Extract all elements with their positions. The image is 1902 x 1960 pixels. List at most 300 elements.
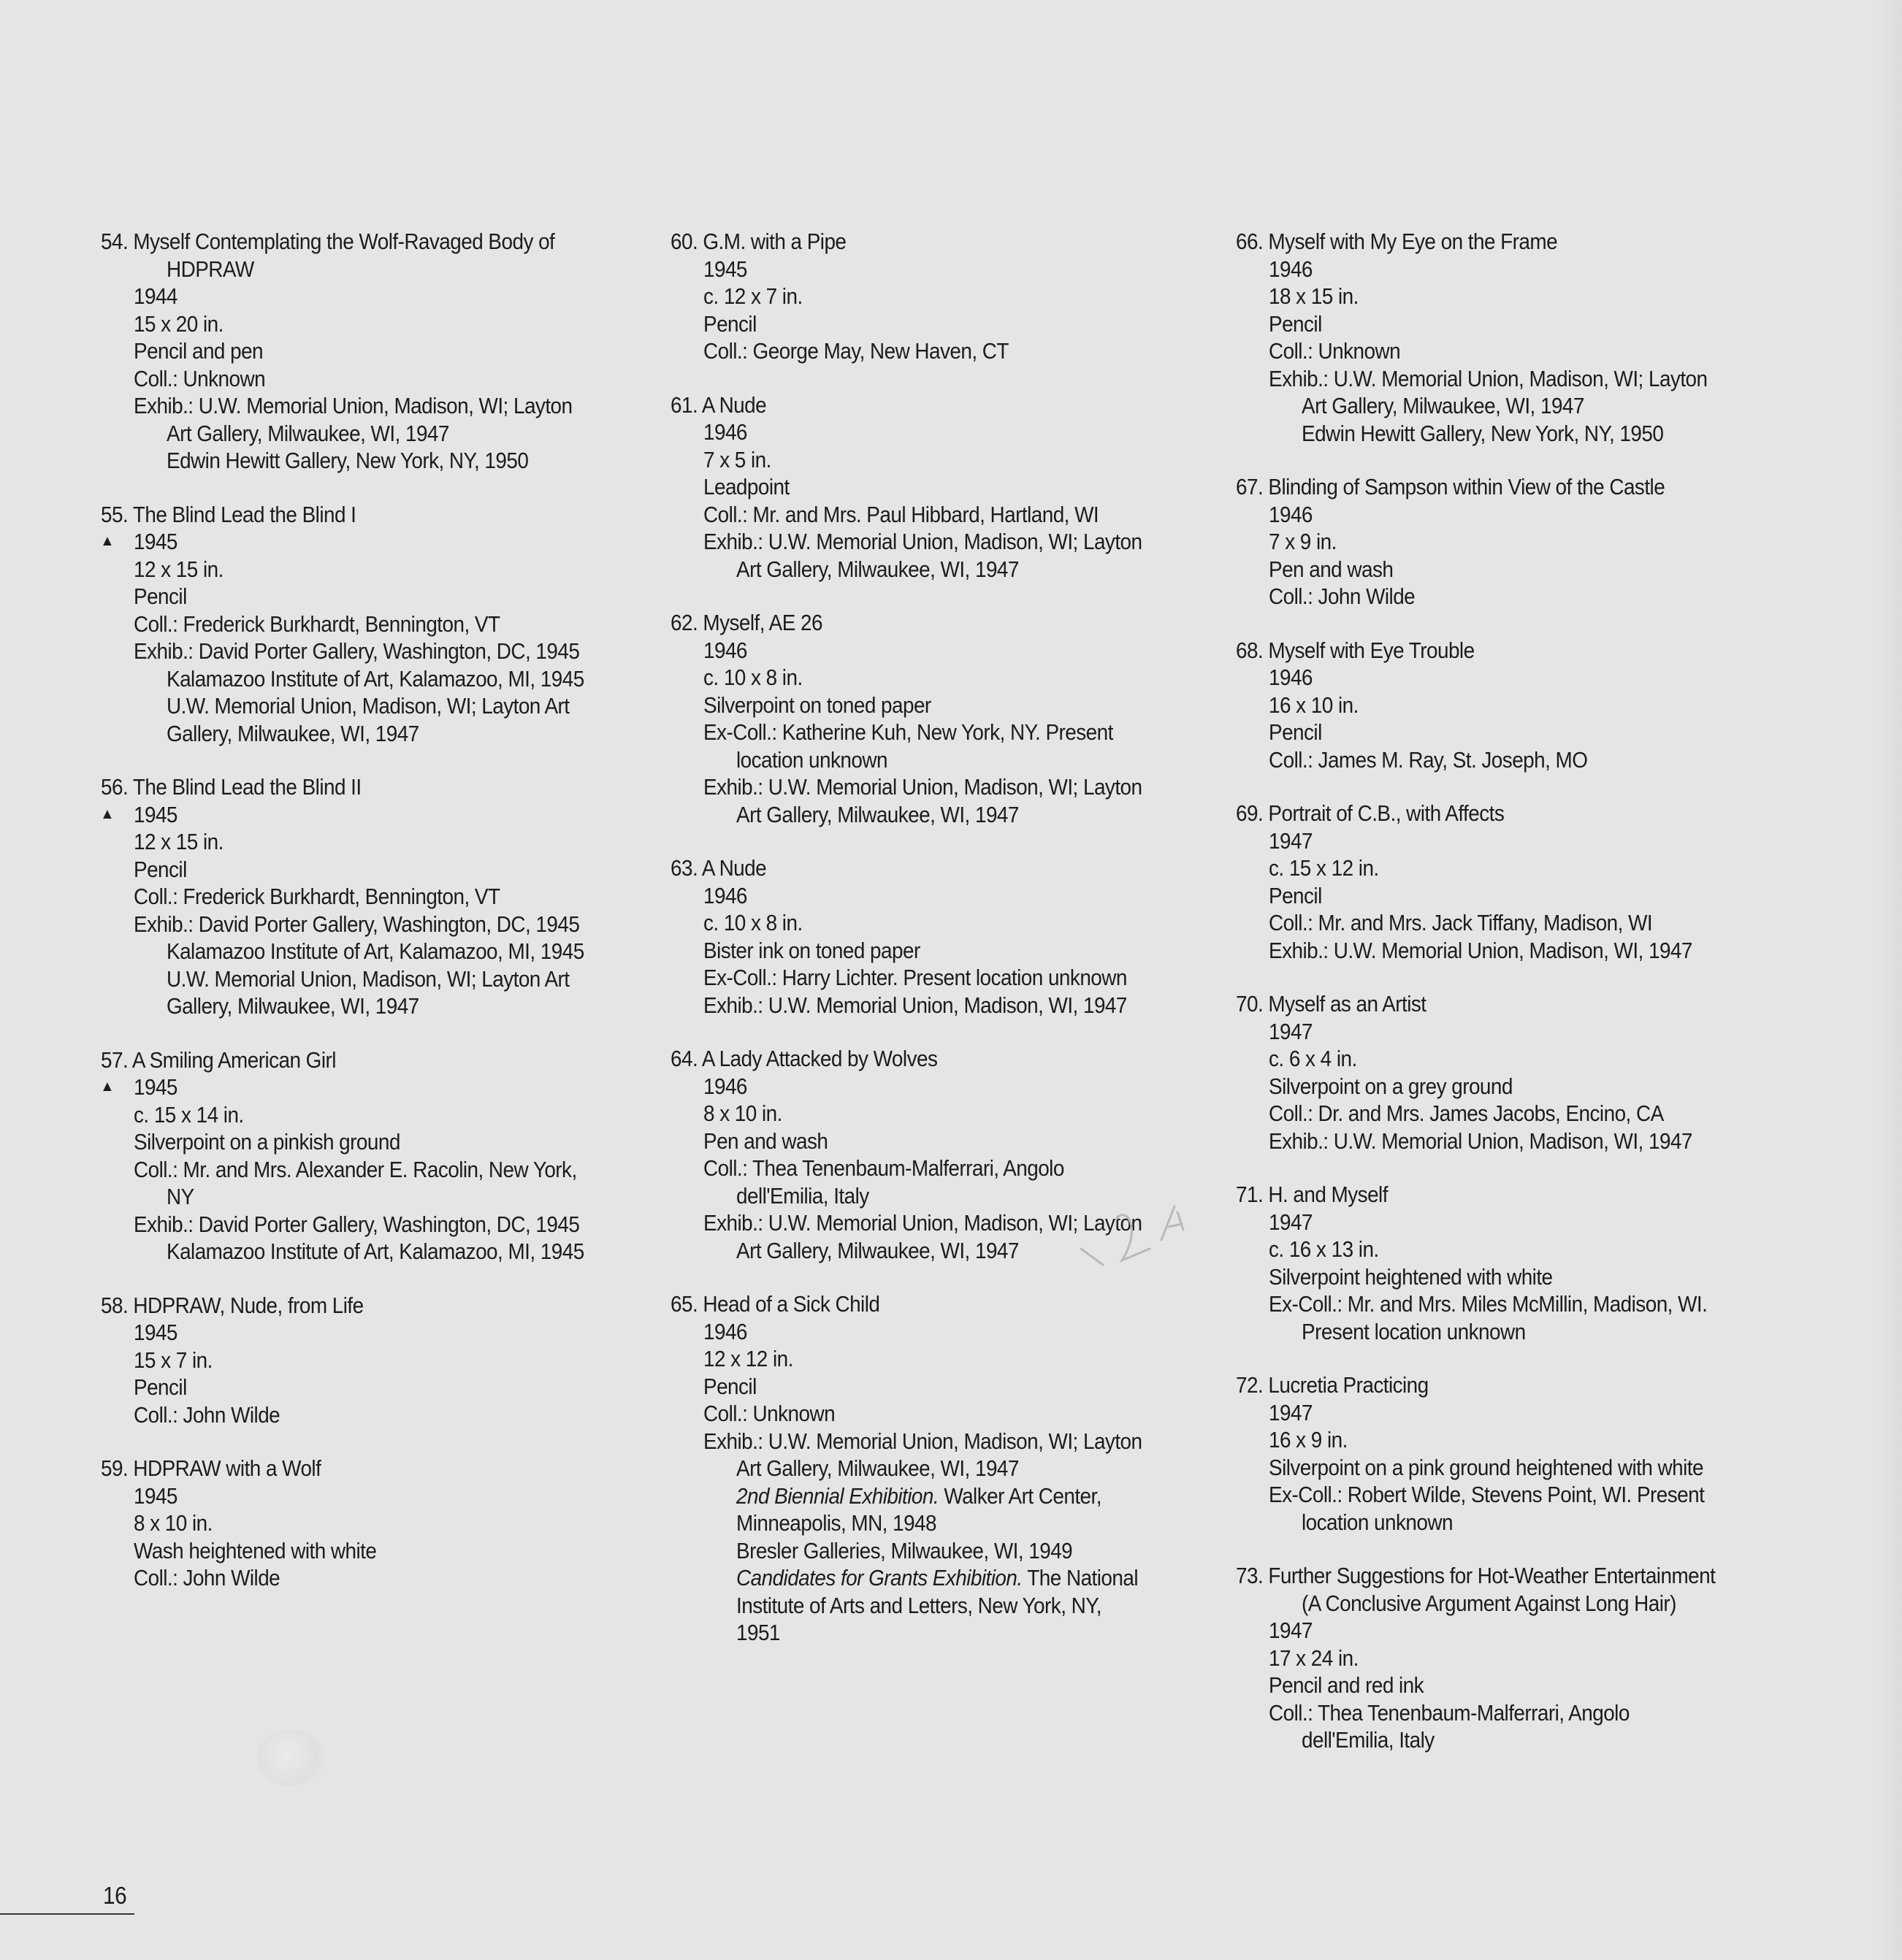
entry-detail-line bbox=[1236, 1590, 1749, 1618]
entry-text: Wash heightened with white bbox=[134, 1537, 377, 1563]
entry-text: Coll.: Thea Tenenbaum-Malferrari, Angolo bbox=[1269, 1699, 1630, 1726]
entry-detail-line bbox=[671, 1345, 1170, 1373]
entry-detail-line bbox=[101, 1238, 600, 1266]
entry-detail-line bbox=[1236, 1073, 1749, 1100]
entry-text: Exhib.: U.W. Memorial Union, Madison, WI; Layton bbox=[703, 529, 1142, 554]
entry-text: Exhib.: U.W. Memorial Union, Madison, WI, 1947 bbox=[1269, 1128, 1692, 1154]
entry-text: 69. Portrait of C.B., with Affects bbox=[1236, 800, 1505, 826]
entry-text: 71. H. and Myself bbox=[1236, 1182, 1388, 1207]
entry-detail-line bbox=[1236, 1645, 1749, 1672]
entry-detail-line bbox=[671, 664, 1170, 692]
entry-detail-line bbox=[1236, 854, 1749, 882]
entry-detail-line bbox=[1236, 827, 1749, 855]
entry-detail-line bbox=[101, 583, 600, 610]
entry-detail-line bbox=[101, 447, 600, 475]
entry-title bbox=[671, 391, 1170, 419]
entry-detail-line bbox=[1236, 337, 1749, 365]
entry-text: Coll.: Thea Tenenbaum-Malferrari, Angolo bbox=[703, 1155, 1064, 1181]
entry-text: Walker Art Center, bbox=[939, 1482, 1101, 1509]
entry-detail-line bbox=[671, 473, 1170, 501]
entry-text: 2nd Biennial Exhibition. bbox=[736, 1482, 939, 1509]
entry-text: Coll.: Unknown bbox=[1269, 338, 1401, 364]
entry-text: 1947 bbox=[1269, 1209, 1313, 1235]
entry-text: Ex-Coll.: Katherine Kuh, New York, NY. Present bbox=[703, 719, 1113, 745]
entry-text: U.W. Memorial Union, Madison, WI; Layton Art bbox=[167, 693, 570, 719]
page-edge bbox=[1877, 0, 1902, 1960]
catalog-entry bbox=[101, 1046, 656, 1266]
entry-text: Candidates for Grants Exhibition. bbox=[736, 1565, 1023, 1590]
entry-detail-line bbox=[671, 1455, 1170, 1482]
entry-text: 62. Myself, AE 26 bbox=[671, 610, 822, 635]
entry-text: 1946 bbox=[1269, 501, 1313, 527]
entry-title bbox=[671, 228, 1170, 256]
entry-detail-line bbox=[671, 637, 1170, 665]
entry-text: Ex-Coll.: Robert Wilde, Stevens Point, WI. Present bbox=[1269, 1482, 1705, 1507]
entry-detail-line bbox=[101, 1347, 600, 1374]
entry-text: Exhib.: David Porter Gallery, Washington, DC, 1945 bbox=[134, 1211, 580, 1237]
entry-detail-line bbox=[101, 365, 600, 393]
entry-text: Leadpoint bbox=[703, 474, 790, 499]
entry-text: Kalamazoo Institute of Art, Kalamazoo, MI, 1945 bbox=[167, 938, 584, 964]
entry-text: Pencil bbox=[1269, 719, 1322, 745]
pencil-annotation bbox=[1074, 1198, 1234, 1293]
entry-detail-line bbox=[101, 938, 600, 965]
entry-title bbox=[1236, 1371, 1749, 1399]
entry-title bbox=[1236, 800, 1749, 827]
entry-text: Edwin Hewitt Gallery, New York, NY, 1950 bbox=[1302, 420, 1664, 446]
entry-text: 12 x 15 in. bbox=[134, 556, 224, 582]
entry-detail-line bbox=[101, 992, 600, 1020]
entry-text: Kalamazoo Institute of Art, Kalamazoo, MI, 1945 bbox=[167, 665, 584, 692]
entry-text: 56. The Blind Lead the Blind II bbox=[101, 774, 362, 800]
entry-detail-line bbox=[101, 665, 600, 693]
entry-title bbox=[101, 773, 600, 801]
entry-text: location unknown bbox=[1302, 1509, 1453, 1535]
entry-text: Coll.: Unknown bbox=[134, 365, 266, 391]
entry-text: Edwin Hewitt Gallery, New York, NY, 1950 bbox=[167, 448, 529, 473]
entry-text: 63. A Nude bbox=[671, 855, 767, 881]
catalog-entry bbox=[101, 773, 656, 1020]
entry-detail-line bbox=[101, 1537, 600, 1565]
entry-text: Ex-Coll.: Mr. and Mrs. Miles McMillin, Madison, WI. bbox=[1269, 1291, 1708, 1317]
entry-title bbox=[101, 228, 600, 256]
entry-text: c. 15 x 12 in. bbox=[1269, 855, 1379, 881]
catalog-entry bbox=[1236, 637, 1806, 774]
catalog-entry bbox=[101, 1455, 656, 1592]
entry-text: Gallery, Milwaukee, WI, 1947 bbox=[167, 720, 419, 746]
entry-title bbox=[671, 1290, 1170, 1318]
entry-text: 54. Myself Contemplating the Wolf-Ravaged Body of bbox=[101, 229, 555, 254]
entry-detail-line bbox=[671, 1128, 1170, 1155]
entry-text: Coll.: George May, New Haven, CT bbox=[703, 338, 1009, 364]
entry-detail-line bbox=[671, 773, 1170, 801]
entry-detail-line bbox=[101, 528, 600, 556]
catalog-entry bbox=[101, 228, 656, 475]
entry-text: c. 10 x 8 in. bbox=[703, 910, 803, 935]
entry-text: c. 16 x 13 in. bbox=[1269, 1236, 1379, 1262]
entry-detail-line bbox=[1236, 1236, 1749, 1263]
entry-text: Silverpoint on a pink ground heightened with white bbox=[1269, 1454, 1703, 1480]
entry-text: Silverpoint on toned paper bbox=[703, 692, 931, 718]
entry-text: Coll.: Mr. and Mrs. Jack Tiffany, Madison, WI bbox=[1269, 910, 1653, 935]
entry-detail-line bbox=[101, 1401, 600, 1429]
entry-detail-line bbox=[101, 1211, 600, 1239]
entry-detail-line bbox=[101, 1101, 600, 1129]
entry-detail-line bbox=[671, 1100, 1170, 1128]
entry-detail-line bbox=[671, 1537, 1170, 1565]
entry-detail-line bbox=[671, 937, 1170, 965]
entry-detail-line bbox=[671, 1373, 1170, 1401]
entry-text: NY bbox=[167, 1184, 194, 1209]
entry-text: Pen and wash bbox=[1269, 556, 1394, 582]
entry-detail-line bbox=[671, 801, 1170, 829]
entry-text: 8 x 10 in. bbox=[134, 1510, 213, 1536]
entry-detail-line bbox=[1236, 882, 1749, 910]
entry-text: 1945 bbox=[134, 1320, 177, 1345]
catalog-entry bbox=[1236, 800, 1806, 964]
entry-detail-line bbox=[671, 1509, 1170, 1537]
entry-text: c. 10 x 8 in. bbox=[703, 665, 803, 690]
entry-detail-line bbox=[1236, 1699, 1749, 1727]
entry-text: 1946 bbox=[703, 419, 747, 445]
entry-detail-line bbox=[1236, 583, 1749, 610]
entry-detail-line bbox=[671, 283, 1170, 310]
entry-detail-line bbox=[1236, 420, 1749, 448]
entry-text: 16 x 10 in. bbox=[1269, 692, 1359, 718]
entry-detail-line bbox=[1236, 1290, 1749, 1318]
entry-text: Silverpoint heightened with white bbox=[1269, 1263, 1553, 1290]
entry-detail-line bbox=[1236, 1481, 1749, 1509]
entry-text: Pencil and red ink bbox=[1269, 1672, 1424, 1698]
catalog-entry bbox=[1236, 1181, 1806, 1345]
entry-detail-line bbox=[101, 610, 600, 638]
entry-text: Bresler Galleries, Milwaukee, WI, 1949 bbox=[736, 1537, 1073, 1563]
entry-detail-line bbox=[671, 446, 1170, 474]
entry-detail-line bbox=[101, 310, 600, 338]
entry-text: Art Gallery, Milwaukee, WI, 1947 bbox=[736, 1237, 1019, 1263]
entry-detail-line bbox=[671, 418, 1170, 446]
entry-detail-line bbox=[1236, 256, 1749, 283]
entry-text: Art Gallery, Milwaukee, WI, 1947 bbox=[1302, 393, 1584, 418]
entry-text: 15 x 20 in. bbox=[134, 310, 224, 337]
entry-detail-line bbox=[671, 964, 1170, 992]
catalog-entry bbox=[1236, 1562, 1806, 1754]
entry-text: Exhib.: U.W. Memorial Union, Madison, WI; Layton bbox=[1269, 365, 1708, 391]
entry-text: 1947 bbox=[1269, 1018, 1313, 1044]
entry-detail-line bbox=[671, 909, 1170, 937]
entry-detail-line bbox=[1236, 937, 1749, 965]
entry-text: 1947 bbox=[1269, 1399, 1313, 1425]
entry-detail-line bbox=[1236, 664, 1749, 692]
entry-text: Exhib.: David Porter Gallery, Washington, DC, 1945 bbox=[134, 911, 580, 937]
entry-text: Exhib.: U.W. Memorial Union, Madison, WI, 1947 bbox=[703, 992, 1127, 1018]
entry-text: 67. Blinding of Sampson within View of the Castle bbox=[1236, 474, 1665, 499]
triangle-marker-icon: ▲ bbox=[100, 533, 115, 549]
entry-detail-line bbox=[671, 337, 1170, 365]
entry-text: Exhib.: U.W. Memorial Union, Madison, WI; Layton bbox=[703, 774, 1142, 800]
entry-text: 68. Myself with Eye Trouble bbox=[1236, 637, 1475, 663]
entry-text: Pencil bbox=[134, 583, 187, 609]
entry-text: 70. Myself as an Artist bbox=[1236, 991, 1426, 1017]
entry-text: location unknown bbox=[736, 746, 887, 773]
entry-detail-line bbox=[101, 283, 600, 310]
entry-detail-line bbox=[101, 720, 600, 748]
entry-text: Institute of Arts and Letters, New York, NY, bbox=[736, 1592, 1101, 1618]
entry-detail-line bbox=[101, 883, 600, 911]
entry-detail-line bbox=[101, 828, 600, 856]
entry-text: Exhib.: U.W. Memorial Union, Madison, WI; Layton bbox=[134, 393, 573, 418]
entry-detail-line bbox=[1236, 392, 1749, 420]
entry-text: dell'Emilia, Italy bbox=[1302, 1727, 1435, 1753]
catalog-entry bbox=[671, 228, 1226, 365]
page-number: 16 bbox=[103, 1882, 127, 1909]
entry-detail-line bbox=[1236, 1018, 1749, 1046]
entry-text: 1945 bbox=[134, 1074, 177, 1100]
entry-text: 60. G.M. with a Pipe bbox=[671, 229, 847, 254]
entry-title bbox=[1236, 1562, 1749, 1590]
entry-text: Coll.: Mr. and Mrs. Paul Hibbard, Hartland, WI bbox=[703, 501, 1099, 527]
entry-detail-line bbox=[1236, 1263, 1749, 1291]
entry-detail-line bbox=[1236, 1617, 1749, 1645]
entry-detail-line bbox=[671, 1428, 1170, 1455]
entry-text: 65. Head of a Sick Child bbox=[671, 1291, 880, 1317]
entry-detail-line bbox=[671, 692, 1170, 719]
entry-detail-line bbox=[1236, 1509, 1749, 1536]
entry-text: Art Gallery, Milwaukee, WI, 1947 bbox=[736, 801, 1019, 827]
entry-text: 7 x 9 in. bbox=[1269, 529, 1337, 554]
entry-text: 15 x 7 in. bbox=[134, 1347, 213, 1373]
entry-title bbox=[671, 1045, 1170, 1073]
triangle-marker-icon: ▲ bbox=[100, 805, 115, 822]
entry-text: 8 x 10 in. bbox=[703, 1100, 782, 1126]
entry-detail-line bbox=[671, 556, 1170, 583]
catalog-entry bbox=[671, 609, 1226, 828]
entry-text: Bister ink on toned paper bbox=[703, 937, 920, 963]
entry-detail-line bbox=[671, 1619, 1170, 1647]
entry-text: 66. Myself with My Eye on the Frame bbox=[1236, 229, 1558, 254]
entry-text: c. 6 x 4 in. bbox=[1269, 1046, 1357, 1071]
entry-detail-line bbox=[101, 256, 600, 283]
entry-detail-line bbox=[1236, 1209, 1749, 1236]
entry-text: Exhib.: U.W. Memorial Union, Madison, WI, 1947 bbox=[1269, 937, 1692, 963]
catalog-column-2 bbox=[671, 228, 1226, 1673]
entry-text: Coll.: Frederick Burkhardt, Bennington, VT bbox=[134, 884, 500, 909]
catalog-entry bbox=[1236, 990, 1806, 1155]
entry-detail-line bbox=[1236, 1318, 1749, 1346]
entry-detail-line bbox=[671, 1564, 1170, 1592]
entry-detail-line bbox=[1236, 1426, 1749, 1454]
entry-title bbox=[1236, 637, 1749, 665]
entry-text: Exhib.: U.W. Memorial Union, Madison, WI; Layton bbox=[703, 1428, 1142, 1454]
entry-detail-line bbox=[101, 965, 600, 993]
entry-title bbox=[101, 1046, 600, 1074]
entry-text: Art Gallery, Milwaukee, WI, 1947 bbox=[736, 1455, 1019, 1481]
entry-detail-line bbox=[671, 1400, 1170, 1428]
entry-detail-line bbox=[1236, 692, 1749, 719]
catalog-entry bbox=[101, 1292, 656, 1429]
entry-text: 58. HDPRAW, Nude, from Life bbox=[101, 1292, 364, 1318]
entry-text: Pen and wash bbox=[703, 1128, 828, 1154]
entry-detail-line bbox=[101, 856, 600, 884]
entry-text: (A Conclusive Argument Against Long Hair) bbox=[1302, 1590, 1676, 1616]
entry-detail-line bbox=[1236, 1454, 1749, 1482]
entry-title bbox=[101, 501, 600, 529]
entry-detail-line bbox=[671, 501, 1170, 529]
catalog-entry bbox=[1236, 473, 1806, 610]
entry-detail-line bbox=[1236, 556, 1749, 583]
catalog-entry bbox=[671, 854, 1226, 1019]
entry-detail-line bbox=[101, 392, 600, 420]
entry-text: 73. Further Suggestions for Hot-Weather Entertainment bbox=[1236, 1563, 1716, 1588]
entry-text: 1947 bbox=[1269, 1618, 1313, 1643]
entry-detail-line bbox=[101, 911, 600, 938]
entry-text: 1944 bbox=[134, 283, 177, 309]
entry-text: 1946 bbox=[703, 882, 747, 908]
entry-text: Pencil bbox=[1269, 882, 1322, 908]
entry-detail-line bbox=[101, 1073, 600, 1101]
entry-text: 1946 bbox=[1269, 665, 1313, 690]
entry-detail-line bbox=[671, 528, 1170, 556]
catalog-column-1 bbox=[101, 228, 656, 1618]
catalog-entry bbox=[671, 1290, 1226, 1647]
entry-text: Silverpoint on a grey ground bbox=[1269, 1073, 1513, 1099]
entry-text: 1947 bbox=[1269, 827, 1313, 854]
entry-detail-line bbox=[1236, 1672, 1749, 1699]
entry-detail-line bbox=[101, 692, 600, 720]
entry-title bbox=[101, 1455, 600, 1482]
entry-detail-line bbox=[1236, 719, 1749, 746]
entry-detail-line bbox=[1236, 1726, 1749, 1754]
entry-detail-line bbox=[1236, 909, 1749, 937]
entry-text: Coll.: Frederick Burkhardt, Bennington, VT bbox=[134, 610, 500, 637]
entry-text: 17 x 24 in. bbox=[1269, 1645, 1359, 1671]
entry-detail-line bbox=[101, 638, 600, 665]
entry-text: 1945 bbox=[134, 1482, 177, 1509]
entry-text: Ex-Coll.: Harry Lichter. Present location unknown bbox=[703, 965, 1127, 990]
entry-detail-line bbox=[101, 1509, 600, 1537]
entry-text: Silverpoint on a pinkish ground bbox=[134, 1129, 400, 1155]
entry-title bbox=[101, 1292, 600, 1320]
entry-text: Pencil bbox=[703, 310, 757, 337]
entry-detail-line bbox=[101, 1319, 600, 1347]
entry-text: Exhib.: U.W. Memorial Union, Madison, WI; Layton bbox=[703, 1210, 1142, 1236]
entry-detail-line bbox=[671, 256, 1170, 283]
entry-text: Pencil and pen bbox=[134, 338, 264, 364]
entry-text: 59. HDPRAW with a Wolf bbox=[101, 1455, 321, 1481]
entry-text: Minneapolis, MN, 1948 bbox=[736, 1510, 937, 1536]
entry-title bbox=[1236, 1181, 1749, 1209]
entry-title bbox=[1236, 473, 1749, 501]
entry-detail-line bbox=[101, 337, 600, 365]
entry-text: 1951 bbox=[736, 1620, 780, 1645]
entry-text: 1946 bbox=[703, 1318, 747, 1344]
entry-detail-line bbox=[101, 1482, 600, 1510]
entry-title bbox=[671, 609, 1170, 637]
entry-text: 1945 bbox=[134, 529, 177, 554]
triangle-marker-icon: ▲ bbox=[100, 1079, 115, 1095]
entry-text: 72. Lucretia Practicing bbox=[1236, 1372, 1429, 1398]
entry-detail-line bbox=[1236, 1100, 1749, 1128]
entry-detail-line bbox=[101, 1564, 600, 1592]
entry-detail-line bbox=[1236, 1045, 1749, 1073]
entry-text: c. 12 x 7 in. bbox=[703, 283, 803, 309]
entry-detail-line bbox=[671, 719, 1170, 746]
entry-detail-line bbox=[1236, 1128, 1749, 1155]
entry-text: Art Gallery, Milwaukee, WI, 1947 bbox=[167, 420, 449, 446]
catalog-entry bbox=[1236, 1371, 1806, 1536]
page-number-rule bbox=[0, 1913, 134, 1915]
entry-text: Coll.: John Wilde bbox=[1269, 583, 1416, 609]
entry-detail-line bbox=[671, 882, 1170, 910]
entry-text: 61. A Nude bbox=[671, 391, 767, 418]
entry-detail-line bbox=[101, 1374, 600, 1401]
entry-detail-line bbox=[1236, 746, 1749, 774]
entry-detail-line bbox=[101, 801, 600, 829]
entry-detail-line bbox=[671, 1592, 1170, 1620]
entry-text: 55. The Blind Lead the Blind I bbox=[101, 501, 356, 527]
entry-text: Pencil bbox=[134, 1374, 187, 1400]
catalog-entry bbox=[101, 501, 656, 748]
entry-detail-line bbox=[671, 746, 1170, 774]
entry-text: 1946 bbox=[1269, 256, 1313, 282]
entry-text: Present location unknown bbox=[1302, 1318, 1526, 1344]
entry-detail-line bbox=[1236, 1399, 1749, 1427]
entry-detail-line bbox=[1236, 283, 1749, 310]
entry-text: HDPRAW bbox=[167, 256, 254, 282]
entry-text: 1945 bbox=[134, 801, 177, 827]
entry-text: 64. A Lady Attacked by Wolves bbox=[671, 1046, 938, 1071]
entry-detail-line bbox=[1236, 501, 1749, 529]
entry-text: 7 x 5 in. bbox=[703, 446, 771, 472]
entry-text: Coll.: Unknown bbox=[703, 1401, 836, 1426]
entry-detail-line bbox=[671, 1073, 1170, 1100]
entry-detail-line bbox=[671, 1155, 1170, 1182]
entry-text: Coll.: Mr. and Mrs. Alexander E. Racolin, New York, bbox=[134, 1156, 577, 1182]
entry-text: Coll.: James M. Ray, St. Joseph, MO bbox=[1269, 746, 1588, 773]
entry-detail-line bbox=[671, 992, 1170, 1019]
entry-detail-line bbox=[1236, 528, 1749, 556]
entry-text: Pencil bbox=[703, 1373, 757, 1399]
entry-text: dell'Emilia, Italy bbox=[736, 1182, 869, 1209]
entry-text: 1946 bbox=[703, 1073, 747, 1099]
entry-text: c. 15 x 14 in. bbox=[134, 1101, 244, 1128]
entry-detail-line bbox=[101, 1128, 600, 1156]
entry-text: Art Gallery, Milwaukee, WI, 1947 bbox=[736, 556, 1019, 582]
entry-detail-line bbox=[101, 420, 600, 448]
entry-detail-line bbox=[671, 1318, 1170, 1346]
entry-text: U.W. Memorial Union, Madison, WI; Layton Art bbox=[167, 965, 570, 992]
catalog-entry bbox=[671, 391, 1226, 583]
paper-stain bbox=[257, 1729, 324, 1786]
entry-title bbox=[1236, 228, 1749, 256]
entry-text: The National bbox=[1022, 1565, 1139, 1590]
entry-text: 12 x 12 in. bbox=[703, 1346, 793, 1371]
entry-detail-line bbox=[101, 1183, 600, 1211]
entry-title bbox=[671, 854, 1170, 882]
entry-text: Coll.: John Wilde bbox=[134, 1565, 280, 1590]
entry-text: 1946 bbox=[703, 637, 747, 663]
entry-text: 16 x 9 in. bbox=[1269, 1427, 1348, 1452]
entry-detail-line bbox=[671, 1482, 1170, 1510]
entry-detail-line bbox=[1236, 365, 1749, 393]
entry-text: Gallery, Milwaukee, WI, 1947 bbox=[167, 993, 419, 1019]
entry-text: Exhib.: David Porter Gallery, Washington, DC, 1945 bbox=[134, 638, 580, 664]
catalog-column-3 bbox=[1236, 228, 1806, 1780]
entry-text: Coll.: Dr. and Mrs. James Jacobs, Encino, CA bbox=[1269, 1100, 1664, 1126]
entry-text: 12 x 15 in. bbox=[134, 829, 224, 854]
entry-text: Kalamazoo Institute of Art, Kalamazoo, MI, 1945 bbox=[167, 1239, 584, 1264]
entry-text: 57. A Smiling American Girl bbox=[101, 1046, 336, 1073]
